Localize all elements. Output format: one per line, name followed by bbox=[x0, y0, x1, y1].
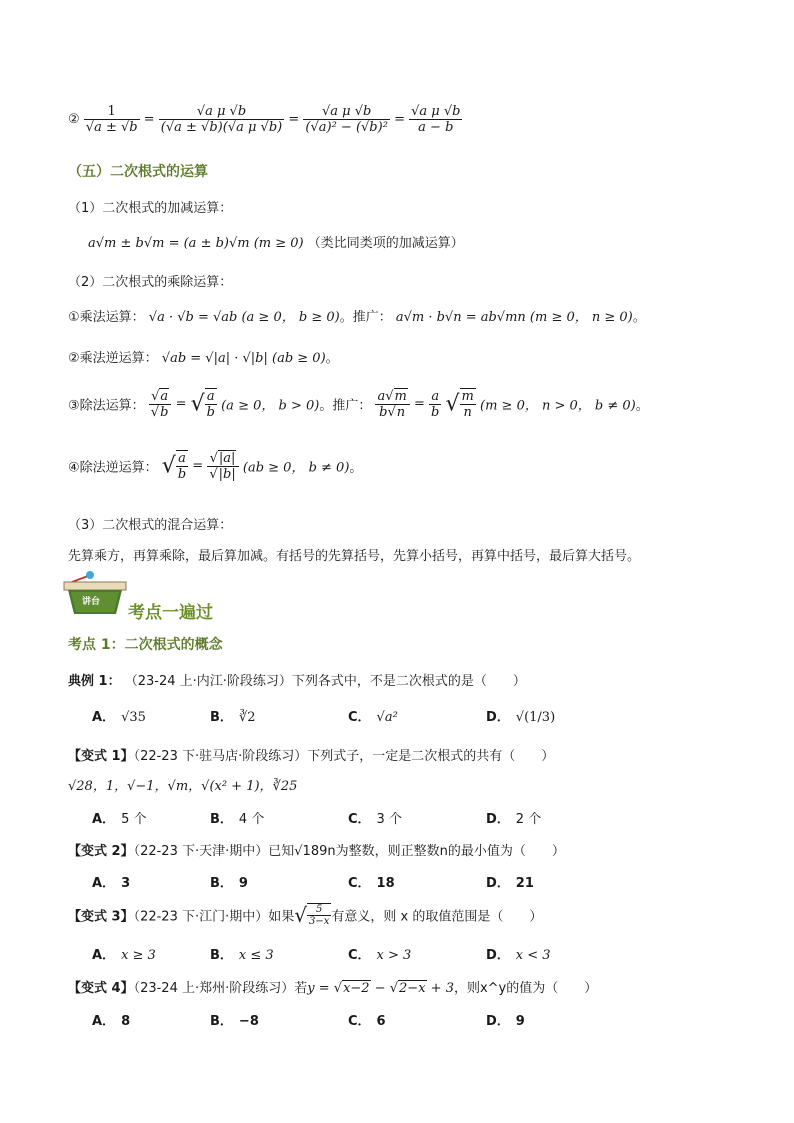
variant1-question bbox=[68, 745, 554, 764]
mul-inv-line: ②乘法逆运算： √ab = √|a| · √|b| (ab ≥ 0)。 bbox=[68, 351, 339, 366]
frac-step1: $\frac{\text{√a μ √b}}{\text{(√a ± √b)(√a μ √b)}}$ bbox=[160, 104, 283, 135]
variant3-source: （22-23 下·江门·期中） bbox=[133, 909, 269, 925]
div-inv-frac-2: $\frac{√|a|}{√|b|}$ bbox=[207, 451, 238, 482]
variant2-label: 【变式 2】 bbox=[68, 844, 134, 859]
option-a[interactable]: A． √35 bbox=[92, 710, 146, 725]
variant2-text: 已知√189n为整数，则正整数n的最小值为（ ） bbox=[268, 844, 565, 859]
mul-ext-label: 。推广： bbox=[339, 310, 392, 325]
formula-top: ② $\frac{1}{√a \pm √b}$ = $\frac{\text{√a μ √b}}{\text{(√a ± √b)(√a μ √b)}}$ = $\frac{\text{√a μ √b}}{\text{(√a)² − (√b)²}}$ = $\frac{\text{√a μ √b}}{a - b}$ bbox=[68, 104, 461, 135]
mul-label: ①乘法运算： bbox=[68, 310, 145, 325]
subheading-muldiv: （2）二次根式的乘除运算： bbox=[68, 275, 233, 290]
variant3-option-a[interactable]: A． x ≥ 3 bbox=[92, 948, 156, 963]
subheading-mixed: （3）二次根式的混合运算： bbox=[68, 518, 233, 533]
variant4-option-d[interactable]: D． 9 bbox=[486, 1014, 525, 1029]
banner-title: 考点一遍过 bbox=[128, 603, 213, 623]
variant4-option-b[interactable]: B． −8 bbox=[210, 1014, 259, 1029]
subheading-addsub: （1）二次根式的加减运算： bbox=[68, 201, 233, 216]
addsub-note: （类比同类项的加减运算） bbox=[307, 236, 464, 251]
variant1-option-c[interactable]: C． 3 个 bbox=[348, 812, 402, 827]
div-inv-frac-1: $\frac{a}{b}$ bbox=[177, 451, 187, 482]
mul-line: ①乘法运算： √a · √b = √ab (a ≥ 0， b ≥ 0)。推广： a√m · b√n = ab√mn (m ≥ 0， n ≥ 0)。 bbox=[68, 310, 646, 325]
variant2-source: （22-23 下·天津·期中） bbox=[133, 844, 269, 859]
frac-lhs: $\frac{1}{√a \pm √b}$ bbox=[85, 104, 138, 135]
div-label: ③除法运算： bbox=[68, 398, 145, 414]
example1-label: 典例 1： bbox=[68, 674, 121, 689]
div-ext-frac-1: $\frac{a√m}{b√n}$ bbox=[375, 389, 409, 420]
example1-question bbox=[68, 670, 526, 689]
variant1-expr: √28，1，√−1，√m，√(x² + 1)，∛25 bbox=[68, 779, 298, 794]
div-inv-label: ④除法逆运算： bbox=[68, 460, 158, 476]
frac-step3: $\frac{\text{√a μ √b}}{a - b}$ bbox=[411, 104, 461, 135]
kp1-title: 考点 1：二次根式的概念 bbox=[68, 637, 223, 653]
example1-text: 下列各式中，不是二次根式的是（ ） bbox=[291, 674, 526, 689]
div-frac-2: $\frac{a}{b}$ bbox=[206, 389, 215, 420]
variant4-label: 【变式 4】 bbox=[68, 981, 134, 996]
div-line: ③除法运算： $\frac{√a}{√b}$ = √ $\frac{a}{b}$ (a ≥ 0， b > 0)。推广： $\frac{a√m}{b√n}$ = $\frac{a}{b}$ √ $\frac{m}{n}$ (m ≥ 0， n > 0， b ≠ 0)。 bbox=[68, 388, 649, 420]
variant3-option-c[interactable]: C． x > 3 bbox=[348, 948, 412, 963]
variant3-fraction: $\frac{5}{3-x}$ bbox=[309, 904, 330, 927]
mul-formula: √a · √b = √ab (a ≥ 0， b ≥ 0) bbox=[148, 310, 340, 325]
frac-step2: $\frac{\text{√a μ √b}}{\text{(√a)² − (√b)²}}$ bbox=[305, 104, 388, 135]
formula-marker: ② bbox=[68, 112, 80, 127]
mul-inv-formula: √ab = √|a| · √|b| (ab ≥ 0) bbox=[161, 351, 326, 366]
variant3-option-d[interactable]: D． x < 3 bbox=[486, 948, 551, 963]
variant3-label: 【变式 3】 bbox=[68, 909, 134, 925]
lectern-badge: 讲台 bbox=[82, 597, 101, 607]
option-d[interactable]: D． √(1/3) bbox=[486, 710, 556, 725]
option-c[interactable]: C． √a² bbox=[348, 710, 398, 725]
div-frac-1: $\frac{√a}{√b}$ bbox=[149, 389, 172, 420]
variant4-option-c[interactable]: C． 6 bbox=[348, 1014, 386, 1029]
variant2-question bbox=[68, 840, 565, 859]
div-ext-frac-2: $\frac{a}{b}$ bbox=[431, 388, 440, 420]
variant1-option-b[interactable]: B． 4 个 bbox=[210, 812, 265, 827]
mixed-text: 先算乘方，再算乘除，最后算加减。有括号的先算括号，先算小括号，再算中括号，最后算大括号。 bbox=[68, 549, 641, 564]
variant3-question: 【变式 3】（22-23 下·江门·期中）如果√ $\frac{5}{3-x}$ 有意义，则 x 的取值范围是（ ） bbox=[68, 903, 543, 927]
div-ext-label: 。推广： bbox=[319, 398, 372, 414]
variant4-source: （23-24 上·郑州·阶段练习） bbox=[133, 981, 295, 996]
variant4-equation: y = √x−2 − √2−x + 3 bbox=[307, 981, 454, 996]
variant2-option-d[interactable]: D． 21 bbox=[486, 876, 534, 891]
section-title: （五）二次根式的运算 bbox=[68, 164, 208, 180]
option-b[interactable]: B． ∛2 bbox=[210, 710, 256, 725]
variant1-option-a[interactable]: A． 5 个 bbox=[92, 812, 147, 827]
lectern-icon bbox=[62, 568, 128, 616]
variant1-label: 【变式 1】 bbox=[68, 749, 134, 764]
example1-source: （23-24 上·内江·阶段练习） bbox=[124, 674, 292, 689]
variant3-option-b[interactable]: B． x ≤ 3 bbox=[210, 948, 274, 963]
addsub-formula: a√m ± b√m = (a ± b)√m (m ≥ 0) bbox=[88, 236, 304, 251]
variant2-option-c[interactable]: C． 18 bbox=[348, 876, 395, 891]
mul-inv-label: ②乘法逆运算： bbox=[68, 351, 158, 366]
div-ext-frac-3: $\frac{m}{n}$ bbox=[461, 389, 474, 420]
div-inv-line: ④除法逆运算： √ $\frac{a}{b}$ = $\frac{√|a|}{√|b|}$ (ab ≥ 0， b ≠ 0)。 bbox=[68, 450, 363, 482]
variant1-option-d[interactable]: D． 2 个 bbox=[486, 812, 542, 827]
variant1-text: 下列式子，一定是二次根式的共有（ ） bbox=[307, 749, 555, 764]
addsub-line bbox=[88, 232, 464, 251]
variant4-option-a[interactable]: A． 8 bbox=[92, 1014, 131, 1029]
mul-ext-formula: a√m · b√n = ab√mn (m ≥ 0， n ≥ 0) bbox=[395, 310, 633, 325]
variant2-option-b[interactable]: B． 9 bbox=[210, 876, 248, 891]
variant2-option-a[interactable]: A． 3 bbox=[92, 876, 131, 891]
variant1-source: （22-23 下·驻马店·阶段练习） bbox=[133, 749, 308, 764]
variant4-question: 【变式 4】（23-24 上·郑州·阶段练习）若y = √x−2 − √2−x + 3，则x^y的值为（ ） bbox=[68, 981, 598, 996]
